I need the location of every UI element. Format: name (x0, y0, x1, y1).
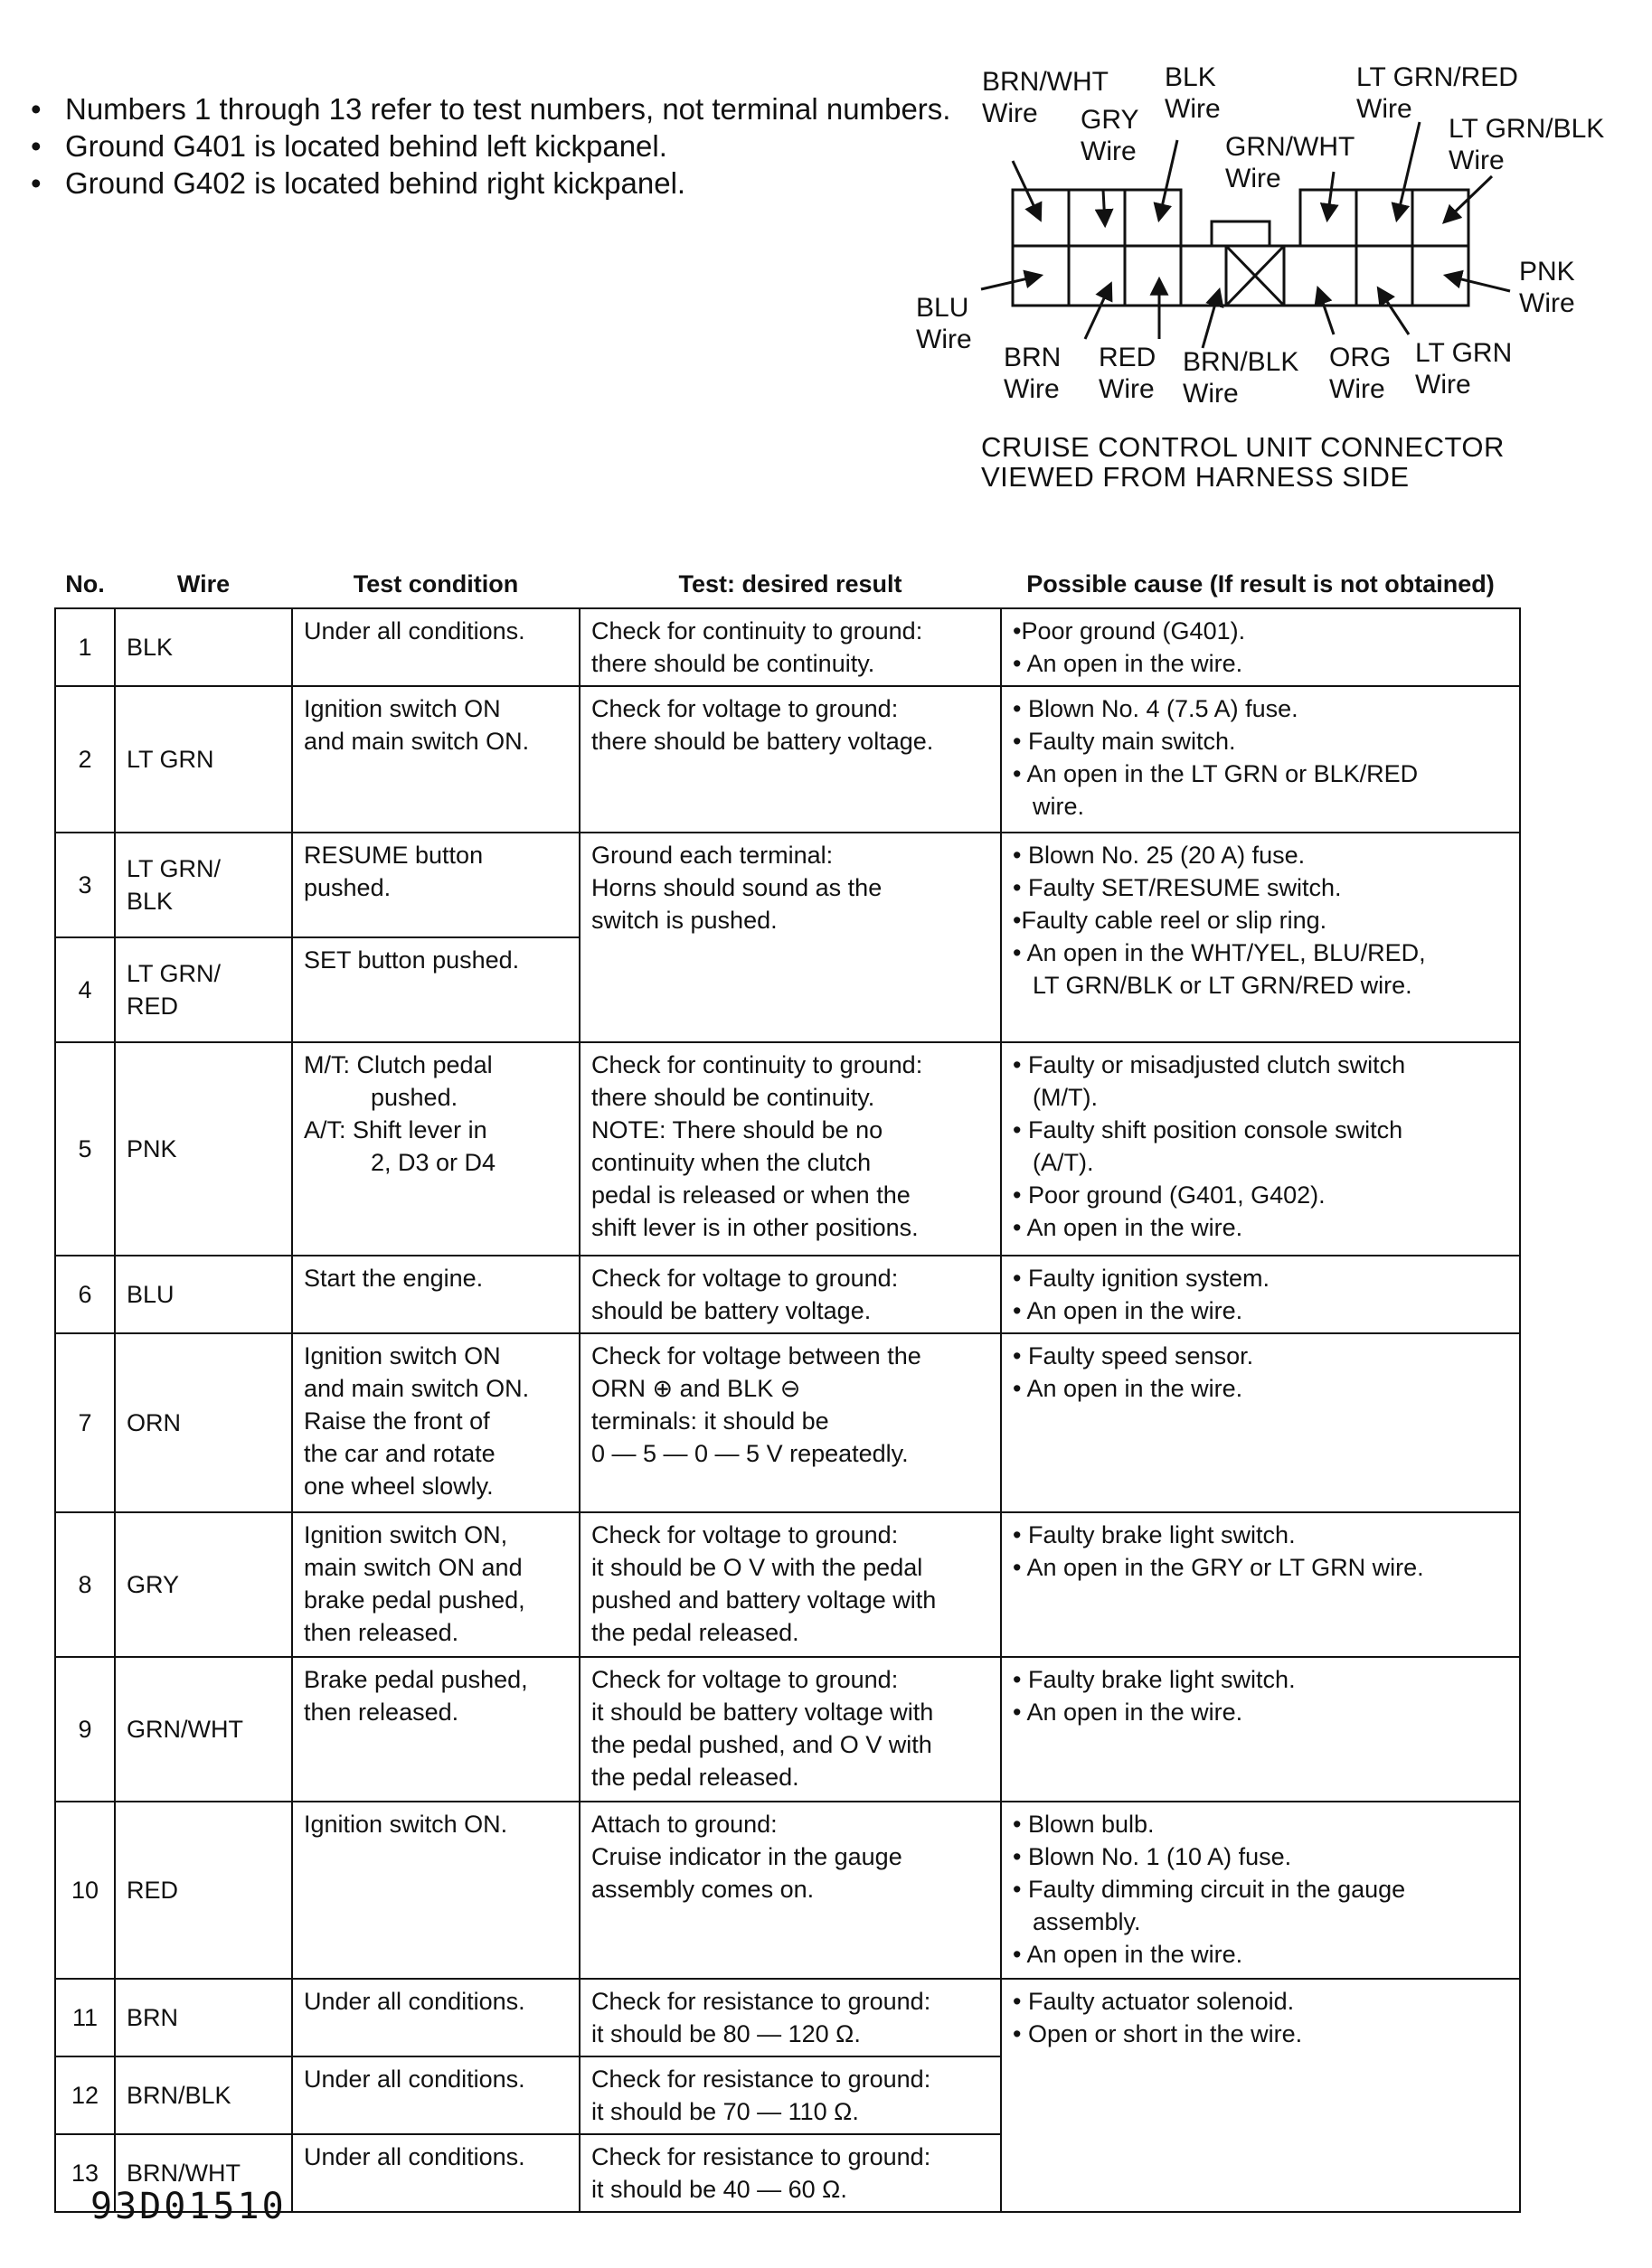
wire-color: ORN (115, 1333, 292, 1512)
test-condition: Brake pedal pushed, then released. (292, 1657, 580, 1802)
possible-cause: • Faulty or misadjusted clutch switch (M/T). • Faulty shift position console switch (A/T). • Poor ground (G401, G402). • An open in the wire. (1001, 1042, 1520, 1256)
test-condition: Under all conditions. (292, 608, 580, 686)
possible-cause: • Blown No. 25 (20 A) fuse. • Faulty SET/RESUME switch. •Faulty cable reel or slip ring. • An open in the WHT/YEL, BLU/RED, LT GRN/BLK or LT GRN/RED wire. (1001, 833, 1520, 1042)
test-number: 11 (55, 1979, 115, 2056)
desired-result: Attach to ground: Cruise indicator in the gauge assembly comes on. (580, 1802, 1001, 1979)
label-gry-wire: Wire (1081, 136, 1137, 166)
test-condition: Start the engine. (292, 1256, 580, 1333)
label-lt-grn-blk-wire: Wire (1449, 146, 1505, 175)
label-lt-grn-wire: Wire (1415, 370, 1471, 400)
cavity-bottom-2 (1069, 246, 1125, 306)
figure-code: 93D01510 (90, 2186, 287, 2227)
label-brn-blk: BRN/BLK (1183, 347, 1299, 377)
wire-color: GRY (115, 1512, 292, 1657)
test-condition: Ignition switch ON and main switch ON. (292, 686, 580, 833)
desired-result: Check for voltage to ground: it should be battery voltage with the pedal pushed, and O V with the pedal released. (580, 1657, 1001, 1802)
label-blk: BLK (1165, 62, 1216, 92)
wire-color: LT GRN/ RED (115, 937, 292, 1042)
test-number: 4 (55, 937, 115, 1042)
label-pnk-wire: Wire (1519, 288, 1575, 318)
cavity-top-6 (1412, 190, 1468, 246)
test-number: 8 (55, 1512, 115, 1657)
test-number: 13 (55, 2134, 115, 2212)
notes-list (31, 90, 962, 202)
desired-result: Check for voltage between the ORN ⊕ and BLK ⊖ terminals: it should be 0 — 5 — 0 — 5 V repeatedly. (580, 1333, 1001, 1512)
table-row (55, 1256, 1520, 1333)
troubleshooting-table (54, 560, 1521, 2213)
note-item: • Numbers 1 through 13 refer to test numbers, not terminal numbers. (31, 92, 951, 126)
desired-result: Ground each terminal: Horns should sound as the switch is pushed. (580, 833, 1001, 1042)
bullet: • (31, 92, 42, 126)
test-condition: SET button pushed. (292, 937, 580, 1042)
wire-color: LT GRN (115, 686, 292, 833)
label-lt-grn: LT GRN (1415, 338, 1513, 368)
test-condition: Ignition switch ON and main switch ON. Raise the front of the car and rotate one wheel slowly. (292, 1333, 580, 1512)
label-pnk: PNK (1519, 257, 1575, 287)
table-row (55, 1802, 1520, 1979)
cavity-bottom-7 (1412, 246, 1468, 306)
test-number: 7 (55, 1333, 115, 1512)
col-header-wire: Wire (176, 570, 231, 598)
label-blk-wire: Wire (1165, 94, 1221, 124)
label-brn-wire: Wire (1004, 374, 1060, 404)
table-row (55, 1979, 1520, 2056)
note-item: • Ground G401 is located behind left kickpanel. (31, 129, 667, 163)
test-number: 1 (55, 608, 115, 686)
cavity-top-5 (1356, 190, 1412, 246)
bullet: • (31, 129, 42, 163)
desired-result: Check for resistance to ground: it should be 70 — 110 Ω. (580, 2056, 1001, 2134)
possible-cause: • Faulty brake light switch. • An open in the wire. (1001, 1657, 1520, 1802)
table-row (55, 833, 1520, 937)
label-blu-wire: Wire (916, 325, 972, 354)
desired-result: Check for voltage to ground: it should be O V with the pedal pushed and battery voltage with the pedal released. (580, 1512, 1001, 1657)
test-number: 9 (55, 1657, 115, 1802)
possible-cause: •Poor ground (G401). • An open in the wire. (1001, 608, 1520, 686)
label-brn: BRN (1004, 343, 1062, 372)
test-number: 12 (55, 2056, 115, 2134)
table-row (55, 1042, 1520, 1256)
label-lt-grn-red-wire: Wire (1356, 94, 1412, 124)
label-gry: GRY (1081, 105, 1139, 135)
wire-color: RED (115, 1802, 292, 1979)
test-condition: Ignition switch ON, main switch ON and brake pedal pushed, then released. (292, 1512, 580, 1657)
possible-cause: • Faulty ignition system. • An open in the wire. (1001, 1256, 1520, 1333)
desired-result: Check for voltage to ground: should be battery voltage. (580, 1256, 1001, 1333)
label-grn-wht: GRN/WHT (1225, 132, 1355, 162)
test-condition: Under all conditions. (292, 2056, 580, 2134)
test-number: 6 (55, 1256, 115, 1333)
test-number: 3 (55, 833, 115, 937)
bullet: • (31, 166, 42, 200)
desired-result: Check for resistance to ground: it should be 80 — 120 Ω. (580, 1979, 1001, 2056)
test-condition: Ignition switch ON. (292, 1802, 580, 1979)
cavity-bottom-1 (1013, 246, 1069, 306)
wire-color: LT GRN/ BLK (115, 833, 292, 937)
col-header-result: Test: desired result (678, 570, 902, 598)
wire-color: BLU (115, 1256, 292, 1333)
label-red-wire: Wire (1099, 374, 1155, 404)
desired-result: Check for continuity to ground: there should be continuity. (580, 608, 1001, 686)
test-condition: M/T: Clutch pedal pushed. A/T: Shift lever in 2, D3 or D4 (292, 1042, 580, 1256)
col-header-no: No. (65, 570, 105, 598)
label-brn-wht: BRN/WHT (982, 67, 1109, 97)
label-brn-wht-wire: Wire (982, 99, 1038, 128)
label-org: ORG (1329, 343, 1392, 372)
cavity-top-2 (1069, 190, 1125, 246)
col-header-cause: Possible cause (If result is not obtained) (1026, 570, 1495, 598)
cavity-top-3 (1125, 190, 1181, 246)
test-condition: RESUME button pushed. (292, 833, 580, 937)
label-org-wire: Wire (1329, 374, 1385, 404)
desired-result: Check for continuity to ground: there should be continuity. NOTE: There should be no continuity when the clutch pedal is released or when the shift lever is in other positions. (580, 1042, 1001, 1256)
label-grn-wht-wire: Wire (1225, 164, 1281, 193)
wire-color: BRN (115, 1979, 292, 2056)
wire-color: BLK (115, 608, 292, 686)
connector-lock-tab (1212, 221, 1270, 246)
label-blu: BLU (916, 293, 969, 323)
wire-color: PNK (115, 1042, 292, 1256)
label-lt-grn-blk: LT GRN/BLK (1449, 114, 1605, 144)
table-header-row (55, 560, 1520, 608)
desired-result: Check for voltage to ground: there should be battery voltage. (580, 686, 1001, 833)
col-header-condition: Test condition (353, 570, 519, 598)
cavity-bottom-4 (1181, 246, 1226, 306)
label-brn-blk-wire: Wire (1183, 379, 1239, 409)
note-item: • Ground G402 is located behind right kickpanel. (31, 166, 686, 200)
table-row (55, 608, 1520, 686)
table-row (55, 1333, 1520, 1512)
test-condition: Under all conditions. (292, 1979, 580, 2056)
possible-cause: • Faulty actuator solenoid. • Open or short in the wire. (1001, 1979, 1520, 2212)
cavity-bottom-3 (1125, 246, 1181, 306)
table-row (55, 686, 1520, 833)
desired-result: Check for resistance to ground: it should be 40 — 60 Ω. (580, 2134, 1001, 2212)
label-lt-grn-red: LT GRN/RED (1356, 62, 1518, 92)
label-red: RED (1099, 343, 1156, 372)
test-condition: Under all conditions. (292, 2134, 580, 2212)
wire-color: BRN/WHT (115, 2134, 292, 2212)
possible-cause: • Faulty brake light switch. • An open in the GRY or LT GRN wire. (1001, 1512, 1520, 1657)
possible-cause: • Faulty speed sensor. • An open in the wire. (1001, 1333, 1520, 1512)
wire-color: BRN/BLK (115, 2056, 292, 2134)
possible-cause: • Blown No. 4 (7.5 A) fuse. • Faulty main switch. • An open in the LT GRN or BLK/RED wire. (1001, 686, 1520, 833)
connector-caption: CRUISE CONTROL UNIT CONNECTOR VIEWED FROM HARNESS SIDE (981, 431, 1505, 493)
test-number: 10 (55, 1802, 115, 1979)
test-number: 2 (55, 686, 115, 833)
possible-cause: • Blown bulb. • Blown No. 1 (10 A) fuse. • Faulty dimming circuit in the gauge assembly. • An open in the wire. (1001, 1802, 1520, 1979)
table-row (55, 1512, 1520, 1657)
wire-color: GRN/WHT (115, 1657, 292, 1802)
test-number: 5 (55, 1042, 115, 1256)
table-row (55, 1657, 1520, 1802)
connector-diagram (913, 54, 1628, 425)
